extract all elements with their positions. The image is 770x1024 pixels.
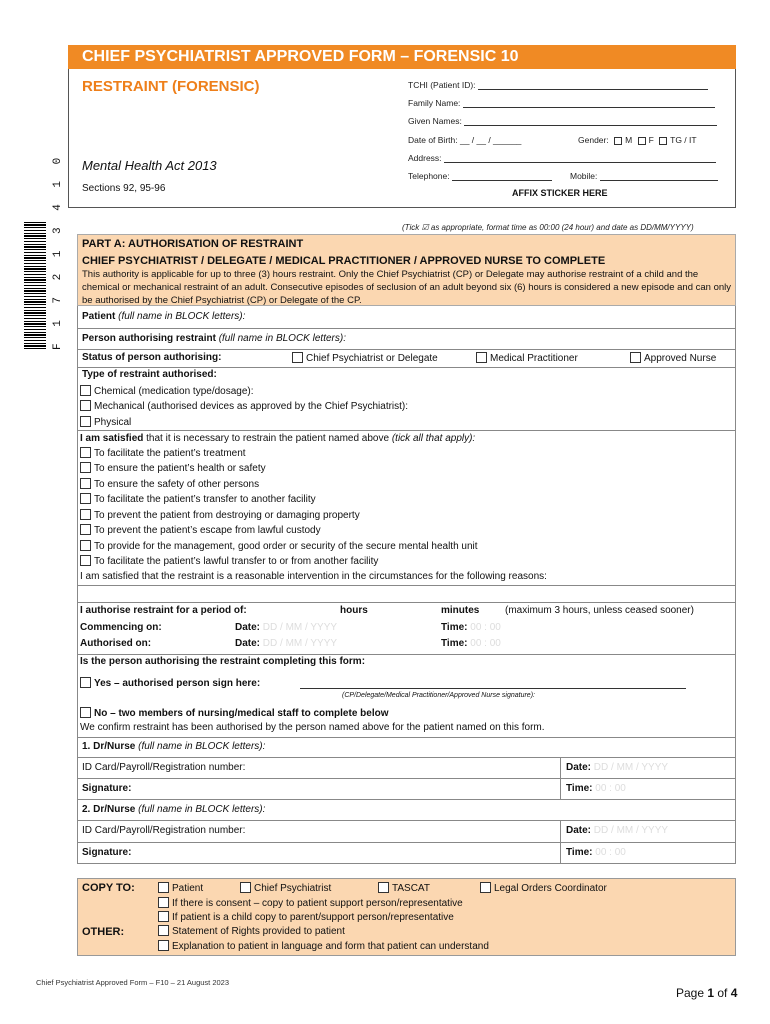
- checkbox[interactable]: [80, 493, 91, 504]
- sections-ref: Sections 92, 95-96: [82, 183, 166, 194]
- tchi-field[interactable]: TCHI (Patient ID):: [408, 80, 708, 90]
- divider: [560, 820, 561, 863]
- dr1-date-field[interactable]: Date: DD / MM / YYYY: [566, 762, 669, 773]
- gender-field: Gender: M F TG / IT: [578, 135, 697, 145]
- part-a-description: This authority is applicable for up to three (3) hours restraint. Only the Chief Psychiatrist (CP) or Delegate may authorise restraint of a child and the chemical or mechanical restraint of an adult. Consecutive episodes of seclusion of an adult beyond six (6) hours is considered a new episode and can only be authorised by the Chief Psychiatrist (CP) or Delegate of the CP.: [82, 269, 732, 306]
- header-box: [68, 45, 736, 208]
- divider: [77, 430, 736, 431]
- gender-f-checkbox[interactable]: [638, 137, 646, 145]
- patient-name-field[interactable]: Patient (full name in BLOCK letters):: [82, 311, 246, 322]
- dr1-name-field[interactable]: 1. Dr/Nurse (full name in BLOCK letters):: [82, 741, 266, 752]
- checkbox[interactable]: [80, 385, 91, 396]
- checkbox[interactable]: [80, 447, 91, 458]
- divider: [77, 778, 736, 779]
- checkbox[interactable]: [476, 352, 487, 363]
- checkbox[interactable]: [80, 524, 91, 535]
- part-a-title: PART A: AUTHORISATION OF RESTRAINT: [82, 238, 304, 250]
- commencing-label: Commencing on:: [80, 622, 162, 633]
- reason-1[interactable]: To facilitate the patient’s treatment: [80, 447, 246, 459]
- given-names-field[interactable]: Given Names:: [408, 116, 717, 126]
- checkbox[interactable]: [80, 462, 91, 473]
- checkbox[interactable]: [80, 540, 91, 551]
- yes-option[interactable]: Yes – authorised person sign here:: [80, 677, 260, 689]
- type-heading: Type of restraint authorised:: [82, 369, 217, 380]
- dr2-name-field[interactable]: 2. Dr/Nurse (full name in BLOCK letters):: [82, 804, 266, 815]
- status-row: Status of person authorising:: [82, 352, 222, 363]
- copy-cp[interactable]: Chief Psychiatrist: [240, 882, 331, 894]
- copy-patient[interactable]: Patient: [158, 882, 203, 894]
- gender-tg-checkbox[interactable]: [659, 137, 667, 145]
- completing-question: Is the person authorising the restraint completing this form:: [80, 656, 366, 667]
- divider: [77, 349, 736, 350]
- barcode: [24, 222, 46, 350]
- address-field[interactable]: Address:: [408, 153, 716, 163]
- checkbox[interactable]: [80, 478, 91, 489]
- checkbox[interactable]: [80, 509, 91, 520]
- part-a-heading: CHIEF PSYCHIATRIST / DELEGATE / MEDICAL PRACTITIONER / APPROVED NURSE TO COMPLETE: [82, 255, 606, 267]
- copy-legal[interactable]: Legal Orders Coordinator: [480, 882, 607, 894]
- telephone-field[interactable]: Telephone:: [408, 171, 552, 181]
- reason-5[interactable]: To prevent the patient from destroying or damaging property: [80, 509, 360, 521]
- checkbox[interactable]: [158, 882, 169, 893]
- divider: [77, 757, 736, 758]
- dr1-signature-field[interactable]: Signature:: [82, 783, 132, 794]
- reason-4[interactable]: To facilitate the patient’s transfer to another facility: [80, 493, 316, 505]
- copy-to-label: COPY TO:: [82, 882, 135, 894]
- status-cp-option[interactable]: Chief Psychiatrist or Delegate: [292, 352, 438, 364]
- dr2-id-field[interactable]: ID Card/Payroll/Registration number:: [82, 825, 246, 836]
- divider: [77, 585, 736, 586]
- divider: [77, 602, 736, 603]
- dr1-time-field[interactable]: Time: 00 : 00: [566, 783, 626, 794]
- authorised-label: Authorised on:: [80, 638, 152, 649]
- status-mp-option[interactable]: Medical Practitioner: [476, 352, 578, 364]
- affix-sticker-label: AFFIX STICKER HERE: [512, 188, 608, 198]
- form-subtitle: RESTRAINT (FORENSIC): [82, 78, 260, 95]
- checkbox[interactable]: [240, 882, 251, 893]
- checkbox[interactable]: [80, 400, 91, 411]
- dr2-signature-field[interactable]: Signature:: [82, 847, 132, 858]
- checkbox[interactable]: [480, 882, 491, 893]
- minutes-label: minutes: [441, 605, 480, 616]
- type-mechanical[interactable]: Mechanical (authorised devices as approved by the Chief Psychiatrist):: [80, 400, 408, 412]
- no-option[interactable]: No – two members of nursing/medical staff to complete below: [80, 707, 389, 719]
- divider: [560, 757, 561, 799]
- checkbox[interactable]: [80, 416, 91, 427]
- reason-7[interactable]: To provide for the management, good order or security of the secure mental health unit: [80, 540, 478, 552]
- tick-instruction: (Tick ☑ as appropriate, format time as 00:00 (24 hour) and date as DD/MM/YYYY): [402, 223, 694, 232]
- copy-tascat[interactable]: TASCAT: [378, 882, 430, 894]
- commencing-time-field[interactable]: Time: 00 : 00: [441, 622, 501, 633]
- confirm-text: We confirm restraint has been authorised by the person named above for the patient named on this form.: [80, 722, 545, 733]
- reason-6[interactable]: To prevent the patient’s escape from lawful custody: [80, 524, 321, 536]
- divider: [77, 842, 736, 843]
- divider: [77, 328, 736, 329]
- other-1[interactable]: If there is consent – copy to patient support person/representative: [158, 897, 463, 909]
- checkbox[interactable]: [292, 352, 303, 363]
- family-name-field[interactable]: Family Name:: [408, 98, 715, 108]
- dr2-date-field[interactable]: Date: DD / MM / YYYY: [566, 825, 669, 836]
- yes-note: (CP/Delegate/Medical Practitioner/Approved Nurse signature):: [342, 692, 535, 699]
- other-label: OTHER:: [82, 926, 125, 938]
- reason-8[interactable]: To facilitate the patient’s lawful transfer to or from another facility: [80, 555, 378, 567]
- barcode-number: F 1 7 2 1 3 4 1 0: [52, 152, 64, 350]
- other-3[interactable]: Statement of Rights provided to patient: [158, 925, 345, 937]
- authorised-time-field[interactable]: Time: 00 : 00: [441, 638, 501, 649]
- hours-label: hours: [340, 605, 368, 616]
- divider: [77, 799, 736, 800]
- dr1-id-field[interactable]: ID Card/Payroll/Registration number:: [82, 762, 246, 773]
- satisfied-heading: I am satisfied that it is necessary to restrain the patient named above (tick all that apply):: [80, 433, 476, 444]
- period-label: I authorise restraint for a period of:: [80, 605, 247, 616]
- footer-text: Chief Psychiatrist Approved Form – F10 – 21 August 2023: [36, 978, 230, 987]
- status-nurse-option[interactable]: Approved Nurse: [630, 352, 716, 364]
- act-name: Mental Health Act 2013: [82, 158, 217, 173]
- form-banner: CHIEF PSYCHIATRIST APPROVED FORM – FORENSIC 10: [68, 45, 736, 69]
- type-chemical[interactable]: Chemical (medication type/dosage):: [80, 385, 254, 397]
- gender-m-checkbox[interactable]: [614, 137, 622, 145]
- page-number: Page 1 of 4: [676, 986, 738, 1000]
- authorised-date-field[interactable]: Date: DD / MM / YYYY: [235, 638, 338, 649]
- checkbox[interactable]: [158, 897, 169, 908]
- divider: [77, 367, 736, 368]
- reason-3[interactable]: To ensure the safety of other persons: [80, 478, 259, 490]
- divider: [77, 863, 736, 864]
- other-2[interactable]: If patient is a child copy to parent/support person/representative: [158, 911, 454, 923]
- signature-line[interactable]: [300, 688, 686, 689]
- period-note: (maximum 3 hours, unless ceased sooner): [505, 605, 694, 616]
- reasonable-text: I am satisfied that the restraint is a reasonable intervention in the circumstances for the following reasons:: [80, 571, 547, 582]
- commencing-date-field[interactable]: Date: DD / MM / YYYY: [235, 622, 338, 633]
- checkbox[interactable]: [80, 707, 91, 718]
- checkbox[interactable]: [378, 882, 389, 893]
- checkbox[interactable]: [80, 677, 91, 688]
- person-authorising-field[interactable]: Person authorising restraint (full name in BLOCK letters):: [82, 333, 346, 344]
- checkbox[interactable]: [158, 911, 169, 922]
- checkbox[interactable]: [80, 555, 91, 566]
- dob-field[interactable]: Date of Birth: __ / __ / ______: [408, 135, 522, 145]
- dr2-time-field[interactable]: Time: 00 : 00: [566, 847, 626, 858]
- other-4[interactable]: Explanation to patient in language and form that patient can understand: [158, 940, 489, 952]
- checkbox[interactable]: [630, 352, 641, 363]
- divider: [77, 737, 736, 738]
- checkbox[interactable]: [158, 925, 169, 936]
- mobile-field[interactable]: Mobile:: [570, 171, 718, 181]
- reason-2[interactable]: To ensure the patient’s health or safety: [80, 462, 266, 474]
- divider: [77, 820, 736, 821]
- divider: [77, 654, 736, 655]
- checkbox[interactable]: [158, 940, 169, 951]
- type-physical[interactable]: Physical: [80, 416, 131, 428]
